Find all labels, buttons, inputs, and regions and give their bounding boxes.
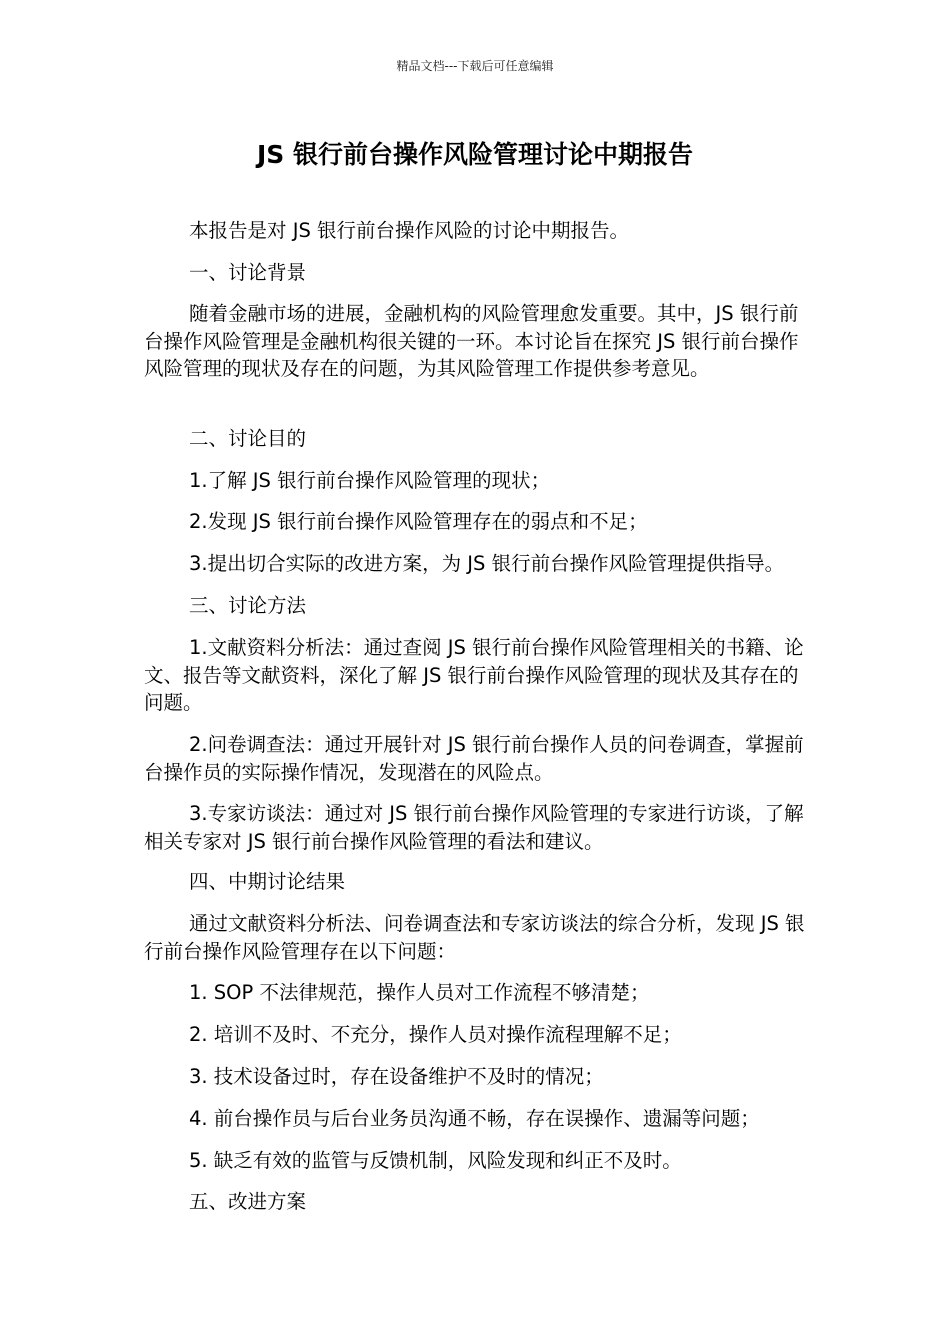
method-item-1: 1.文献资料分析法：通过查阅 JS 银行前台操作风险管理相关的书籍、论文、报告等文献资料，深化了解 JS 银行前台操作风险管理的现状及其存在的问题。: [144, 636, 804, 714]
section-heading-purpose: 二、讨论目的: [189, 427, 307, 450]
page-header-note: 精品文档---下载后可任意编辑: [396, 59, 554, 73]
problem-item-2: 2. 培训不及时、不充分，操作人员对操作流程理解不足；: [189, 1023, 682, 1046]
section-heading-background: 一、讨论背景: [189, 261, 307, 284]
method-item-2: 2.问卷调查法：通过开展针对 JS 银行前台操作人员的问卷调查，掌握前台操作员的实际操作情况，发现潜在的风险点。: [144, 733, 804, 784]
results-paragraph: 通过文献资料分析法、问卷调查法和专家访谈法的综合分析，发现 JS 银行前台操作风险管理存在以下问题：: [144, 912, 805, 963]
purpose-item-3: 3.提出切合实际的改进方案，为 JS 银行前台操作风险管理提供指导。: [189, 552, 785, 575]
problem-item-3: 3. 技术设备过时，存在设备维护不及时的情况；: [189, 1065, 604, 1088]
problem-item-1: 1. SOP 不法律规范，操作人员对工作流程不够清楚；: [189, 981, 650, 1004]
method-item-3: 3.专家访谈法：通过对 JS 银行前台操作风险管理的专家进行访谈，了解相关专家对 JS 银行前台操作风险管理的看法和建议。: [144, 802, 804, 853]
intro-paragraph: 本报告是对 JS 银行前台操作风险的讨论中期报告。: [189, 219, 630, 242]
document-title: JS 银行前台操作风险管理讨论中期报告: [256, 140, 693, 169]
background-paragraph: 随着金融市场的进展，金融机构的风险管理愈发重要。其中，JS 银行前台操作风险管理是金融机构很关键的一环。本讨论旨在探究 JS 银行前台操作风险管理的现状及存在的问题，为其风险管理工作提供参考意见。: [144, 302, 799, 380]
problem-item-5: 5. 缺乏有效的监管与反馈机制，风险发现和纠正不及时。: [189, 1149, 682, 1172]
section-heading-results: 四、中期讨论结果: [189, 870, 346, 893]
purpose-item-2: 2.发现 JS 银行前台操作风险管理存在的弱点和不足；: [189, 510, 648, 533]
section-heading-improvement: 五、改进方案: [189, 1190, 307, 1213]
purpose-item-1: 1.了解 JS 银行前台操作风险管理的现状；: [189, 469, 551, 492]
problem-item-4: 4. 前台操作员与后台业务员沟通不畅，存在误操作、遗漏等问题；: [189, 1107, 760, 1130]
section-heading-methods: 三、讨论方法: [189, 594, 307, 617]
